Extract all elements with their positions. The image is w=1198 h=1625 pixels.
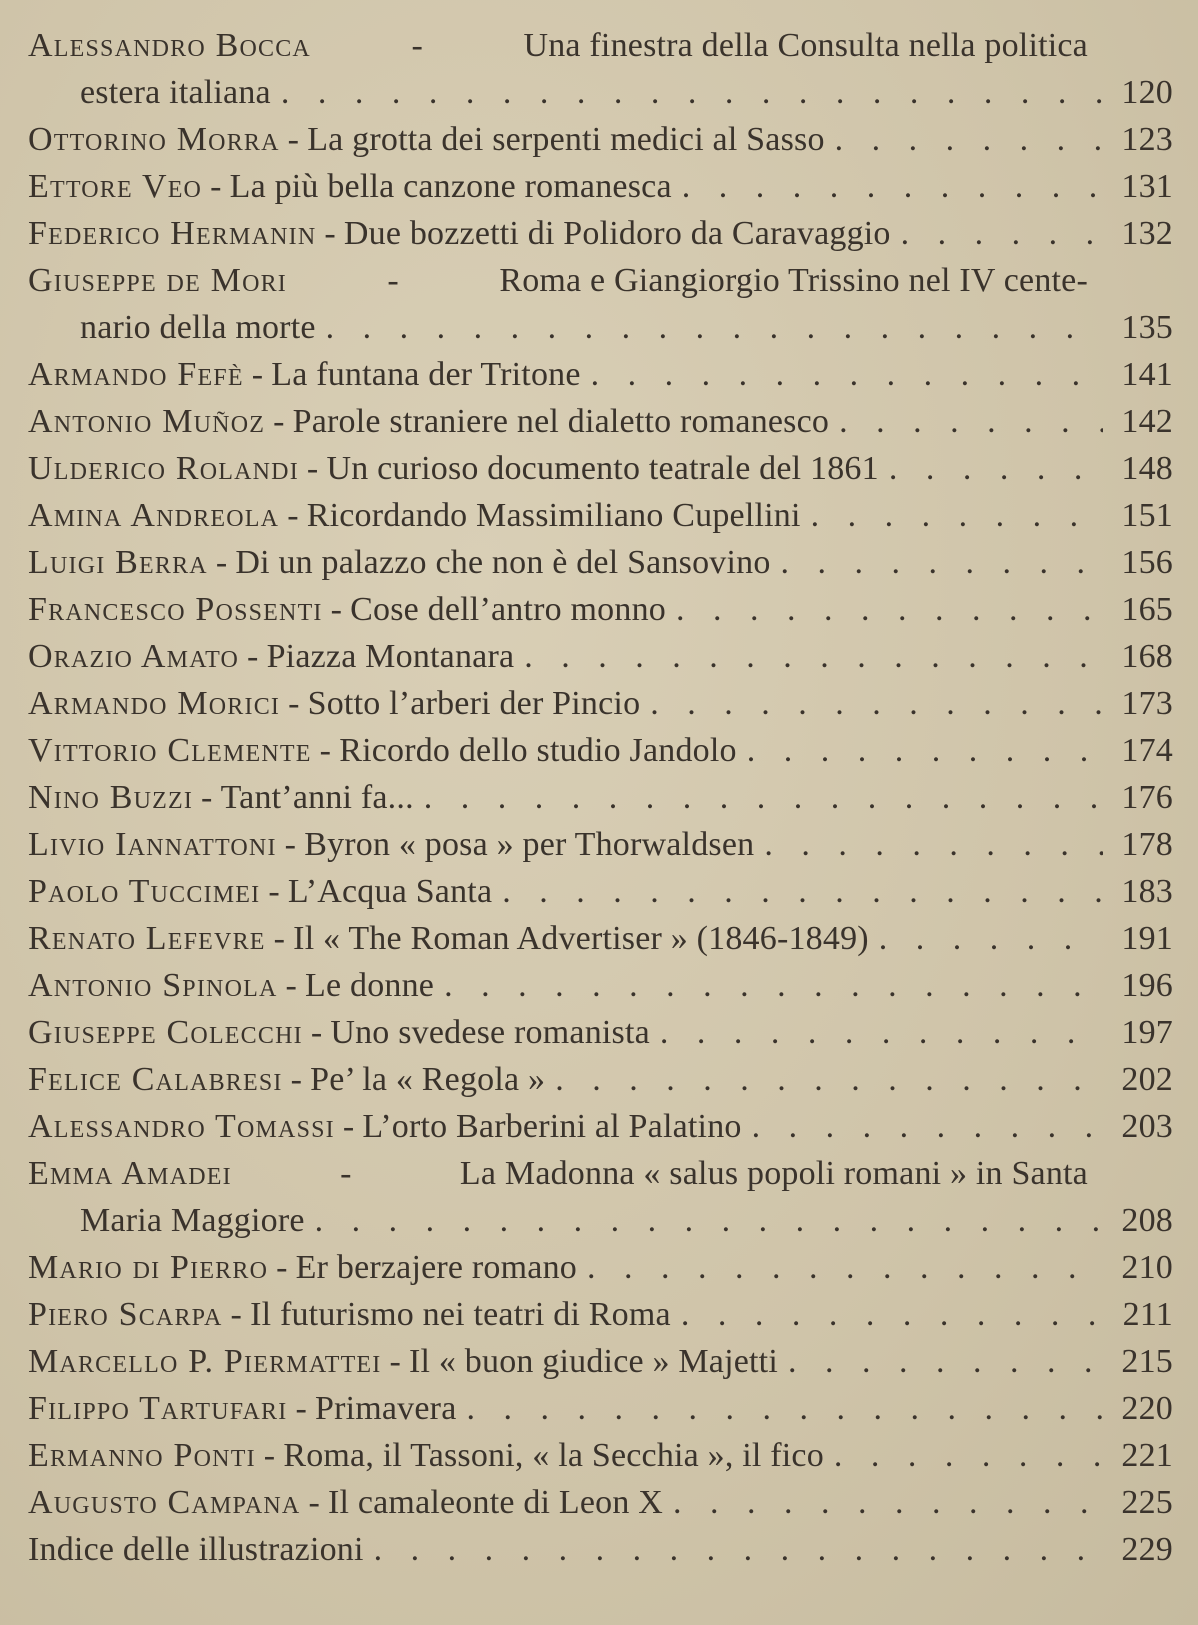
dot-leader [778, 1338, 1103, 1385]
dot-leader [666, 586, 1103, 633]
toc-page-number: 131 [1121, 168, 1173, 205]
toc-separator: - [273, 920, 286, 957]
toc-entry [28, 821, 1173, 868]
toc-page-number: 148 [1121, 450, 1173, 487]
toc-title-continued: nario della morte [80, 309, 316, 346]
toc-author: Felice Calabresi [28, 1061, 283, 1098]
dot-leader [514, 633, 1103, 680]
toc-page-number: 151 [1121, 497, 1173, 534]
toc-entry [28, 445, 1173, 492]
toc-separator: - [247, 638, 259, 675]
toc-title: Ricordando Massimiliano Cupellini [306, 497, 801, 534]
toc-line [28, 868, 1173, 915]
toc-line-continued [28, 69, 1173, 116]
toc-separator: - [230, 1296, 243, 1333]
toc-line [28, 163, 1173, 210]
toc-title-continued: estera italiana [80, 74, 271, 111]
toc-line [28, 351, 1173, 398]
toc-line [28, 210, 1173, 257]
toc-line [28, 1385, 1173, 1432]
toc-entry [28, 539, 1173, 586]
toc-title: Piazza Montanara [266, 638, 515, 675]
toc-author: Luigi Berra [28, 544, 208, 581]
toc-entry [28, 1103, 1173, 1150]
dot-leader [737, 727, 1103, 774]
toc-author: Orazio Amato [28, 638, 240, 675]
toc-author: Mario di Pierro [28, 1249, 269, 1286]
toc-page-number: 211 [1122, 1296, 1173, 1333]
toc-separator: - [306, 450, 319, 487]
toc-title: Un curioso documento teatrale del 1861 [326, 450, 879, 487]
toc-title: Ricordo dello studio Jandolo [339, 732, 737, 769]
toc-separator: - [215, 544, 228, 581]
dot-leader [434, 962, 1103, 1009]
toc-page-number: 178 [1121, 826, 1173, 863]
toc-page-number: 202 [1121, 1061, 1173, 1098]
toc-page-number: 123 [1121, 121, 1173, 158]
toc-separator: - [411, 27, 423, 64]
toc-title: Byron « posa » per Thorwaldsen [304, 826, 755, 863]
dot-leader [492, 868, 1103, 915]
toc-separator: - [288, 685, 300, 722]
dot-leader [825, 116, 1103, 163]
toc-page-number: 191 [1121, 920, 1173, 957]
toc-title: La funtana der Tritone [271, 356, 581, 393]
toc-separator: - [210, 168, 222, 205]
toc-author: Paolo Tuccimei [28, 873, 261, 910]
toc-page-number: 176 [1121, 779, 1173, 816]
dot-leader [829, 398, 1103, 445]
toc-line [28, 1150, 1088, 1197]
toc-line [28, 445, 1173, 492]
toc-line [28, 727, 1173, 774]
toc-entry [28, 163, 1173, 210]
toc-page-number: 183 [1121, 873, 1173, 910]
toc-entry [28, 1150, 1173, 1244]
dot-leader [640, 680, 1103, 727]
dot-leader [271, 69, 1103, 116]
dot-leader [316, 304, 1103, 351]
dot-leader [891, 210, 1103, 257]
dot-leader [824, 1432, 1103, 1479]
toc-separator: - [284, 826, 297, 863]
toc-title: Il futurismo nei teatri di Roma [250, 1296, 671, 1333]
dot-leader [577, 1244, 1103, 1291]
toc-entry [28, 1244, 1173, 1291]
toc-page-number: 173 [1121, 685, 1173, 722]
toc-separator: - [342, 1108, 355, 1145]
toc-line [28, 492, 1173, 539]
toc-title: Il « The Roman Advertiser » (1846-1849) [293, 920, 869, 957]
toc-author: Marcello P. Piermattei [28, 1343, 382, 1380]
toc-author: Ettore Veo [28, 168, 203, 205]
toc-entry [28, 1432, 1173, 1479]
toc-page-number: 197 [1121, 1014, 1173, 1051]
toc-entry [28, 1056, 1173, 1103]
toc-author: Giuseppe Colecchi [28, 1014, 303, 1051]
toc-author: Renato Lefevre [28, 920, 266, 957]
toc-separator: - [263, 1437, 276, 1474]
toc-page-number: 210 [1121, 1249, 1173, 1286]
toc-title: Er berzajere romano [295, 1249, 577, 1286]
dot-leader [457, 1385, 1104, 1432]
toc-author: Piero Scarpa [28, 1296, 223, 1333]
toc-page-number: 135 [1121, 309, 1173, 346]
toc-entry [28, 22, 1173, 116]
toc-line [28, 915, 1173, 962]
toc-entry [28, 1479, 1173, 1526]
dot-leader [672, 163, 1103, 210]
toc-author: Livio Iannattoni [28, 826, 277, 863]
toc-separator: - [290, 1061, 303, 1098]
toc-separator: - [310, 1014, 323, 1051]
toc-page-number: 203 [1121, 1108, 1173, 1145]
toc-title: Una finestra della Consulta nella politica [523, 27, 1088, 64]
toc-separator: - [324, 215, 336, 252]
toc-line [28, 962, 1173, 1009]
toc-separator: - [330, 591, 343, 628]
toc-title: L’Acqua Santa [287, 873, 493, 910]
toc-title: Tant’anni fa... [220, 779, 414, 816]
toc-separator: - [268, 873, 280, 910]
toc-author: Alessandro Tomassi [28, 1108, 335, 1145]
toc-separator: - [273, 403, 285, 440]
toc-line [28, 257, 1088, 304]
toc-title: Parole straniere nel dialetto romanesco [292, 403, 830, 440]
toc-entry [28, 680, 1173, 727]
toc-line [28, 398, 1173, 445]
toc-page-number: 142 [1121, 403, 1173, 440]
table-of-contents [28, 22, 1173, 1573]
toc-author: Augusto Campana [28, 1484, 301, 1521]
toc-line [28, 116, 1173, 163]
toc-entry [28, 1338, 1173, 1385]
toc-title: La Madonna « salus popoli romani » in Santa [459, 1155, 1088, 1192]
toc-line [28, 633, 1173, 680]
toc-separator: - [285, 967, 298, 1004]
toc-title: La grotta dei serpenti medici al Sasso [307, 121, 825, 158]
toc-separator: - [340, 1155, 352, 1192]
toc-line [28, 586, 1173, 633]
toc-line [28, 1009, 1173, 1056]
dot-leader [771, 539, 1103, 586]
dot-leader [754, 821, 1103, 868]
toc-title: L’orto Barberini al Palatino [362, 1108, 742, 1145]
dot-leader [581, 351, 1103, 398]
toc-entry [28, 727, 1173, 774]
toc-title: Indice delle illustrazioni [28, 1531, 364, 1568]
toc-author: Ermanno Ponti [28, 1437, 256, 1474]
toc-author: Antonio Muñoz [28, 403, 266, 440]
toc-entry [28, 962, 1173, 1009]
dot-leader [305, 1197, 1103, 1244]
toc-entry [28, 492, 1173, 539]
toc-line [28, 1432, 1173, 1479]
toc-page-number: 165 [1121, 591, 1173, 628]
toc-entry [28, 1526, 1173, 1573]
toc-line [28, 1526, 1173, 1573]
toc-entry [28, 398, 1173, 445]
toc-author: Alessandro Bocca [28, 27, 311, 64]
toc-page-number: 229 [1121, 1531, 1173, 1568]
dot-leader [671, 1291, 1103, 1338]
toc-title: La più bella canzone romanesca [229, 168, 672, 205]
toc-author: Nino Buzzi [28, 779, 194, 816]
dot-leader [545, 1056, 1103, 1103]
toc-entry [28, 868, 1173, 915]
toc-page-number: 208 [1121, 1202, 1173, 1239]
toc-entry [28, 116, 1173, 163]
toc-page-number: 215 [1121, 1343, 1173, 1380]
toc-title: Primavera [314, 1390, 457, 1427]
toc-separator: - [201, 779, 213, 816]
toc-entry [28, 1291, 1173, 1338]
toc-author: Francesco Possenti [28, 591, 323, 628]
toc-separator: - [387, 262, 399, 299]
toc-author: Amina Andreola [28, 497, 280, 534]
toc-line [28, 1479, 1173, 1526]
toc-separator: - [389, 1343, 402, 1380]
toc-line [28, 1103, 1173, 1150]
toc-author: Antonio Spinola [28, 967, 278, 1004]
toc-entry [28, 257, 1173, 351]
toc-page-number: 225 [1121, 1484, 1173, 1521]
dot-leader [650, 1009, 1103, 1056]
dot-leader [414, 774, 1103, 821]
toc-title: Due bozzetti di Polidoro da Caravaggio [343, 215, 891, 252]
toc-page-number: 156 [1121, 544, 1173, 581]
toc-entry [28, 633, 1173, 680]
toc-entry [28, 1009, 1173, 1056]
toc-author: Filippo Tartufari [28, 1390, 288, 1427]
toc-entry [28, 210, 1173, 257]
toc-separator: - [295, 1390, 307, 1427]
toc-line [28, 22, 1088, 69]
toc-entry [28, 915, 1173, 962]
toc-line-continued [28, 304, 1173, 351]
dot-leader [742, 1103, 1103, 1150]
toc-title: Di un palazzo che non è del Sansovino [235, 544, 771, 581]
toc-author: Ulderico Rolandi [28, 450, 299, 487]
toc-title: Il « buon giudice » Majetti [409, 1343, 778, 1380]
toc-author: Giuseppe de Mori [28, 262, 287, 299]
toc-separator: - [319, 732, 332, 769]
toc-line [28, 1291, 1173, 1338]
toc-title: Roma, il Tassoni, « la Secchia », il fico [283, 1437, 824, 1474]
toc-line [28, 1056, 1173, 1103]
toc-entry [28, 1385, 1173, 1432]
toc-entry [28, 774, 1173, 821]
toc-line [28, 774, 1173, 821]
toc-page-number: 221 [1121, 1437, 1173, 1474]
dot-leader [869, 915, 1103, 962]
toc-separator: - [276, 1249, 288, 1286]
toc-separator: - [251, 356, 264, 393]
toc-separator: - [308, 1484, 320, 1521]
toc-title: Il camaleonte di Leon X [327, 1484, 664, 1521]
toc-entry [28, 586, 1173, 633]
toc-separator: - [287, 497, 299, 534]
toc-entry [28, 351, 1173, 398]
toc-separator: - [287, 121, 300, 158]
toc-title: Pe’ la « Regola » [310, 1061, 546, 1098]
dot-leader [801, 492, 1103, 539]
toc-page-number: 174 [1121, 732, 1173, 769]
toc-title: Roma e Giangiorgio Trissino nel IV cente- [499, 262, 1088, 299]
toc-page-number: 141 [1121, 356, 1173, 393]
toc-author: Armando Morici [28, 685, 281, 722]
toc-author: Emma Amadei [28, 1155, 232, 1192]
dot-leader [879, 445, 1103, 492]
toc-line [28, 821, 1173, 868]
toc-title: Le donne [305, 967, 435, 1004]
dot-leader [364, 1526, 1103, 1573]
toc-title-continued: Maria Maggiore [80, 1202, 305, 1239]
toc-page-number: 196 [1121, 967, 1173, 1004]
toc-page-number: 168 [1121, 638, 1173, 675]
toc-line-continued [28, 1197, 1173, 1244]
toc-author: Vittorio Clemente [28, 732, 312, 769]
toc-author: Ottorino Morra [28, 121, 280, 158]
toc-title: Sotto l’arberi der Pincio [307, 685, 641, 722]
toc-line [28, 1338, 1173, 1385]
toc-title: Cose dell’antro monno [350, 591, 666, 628]
toc-page-number: 120 [1121, 74, 1173, 111]
toc-line [28, 680, 1173, 727]
toc-page-number: 220 [1121, 1390, 1173, 1427]
toc-author: Federico Hermanin [28, 215, 317, 252]
toc-line [28, 539, 1173, 586]
toc-author: Armando Fefè [28, 356, 244, 393]
toc-page-number: 132 [1121, 215, 1173, 252]
toc-title: Uno svedese romanista [330, 1014, 650, 1051]
dot-leader [663, 1479, 1103, 1526]
toc-line [28, 1244, 1173, 1291]
